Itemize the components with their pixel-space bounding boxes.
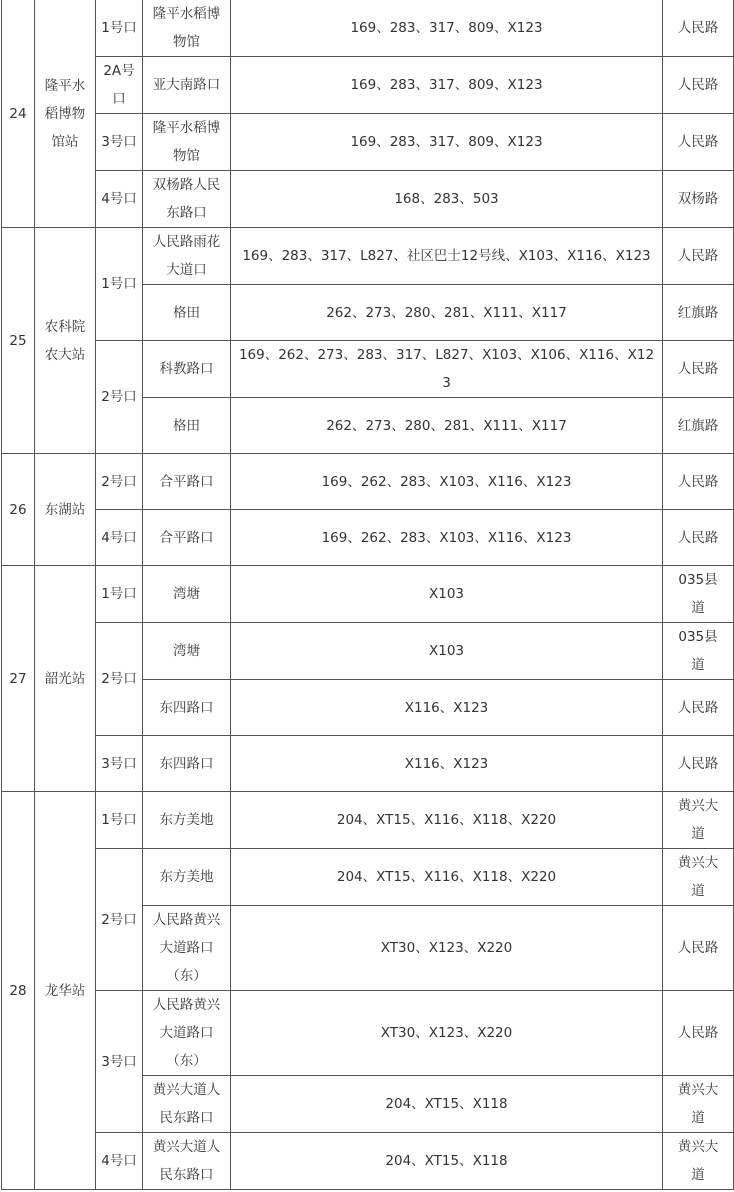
bus-routes: 204、XT15、X116、X118、X220 (231, 849, 663, 906)
bus-stop-name: 东方美地 (143, 849, 231, 906)
bus-routes: 169、262、283、X103、X116、X123 (231, 510, 663, 566)
bus-stop-name: 湾塘 (143, 623, 231, 680)
bus-routes: XT30、X123、X220 (231, 906, 663, 991)
table-row (2, 849, 734, 906)
table-row (2, 736, 734, 792)
bus-stop-name: 双杨路人民东路口 (143, 171, 231, 228)
bus-stop-name: 人民路黄兴大道路口（东） (143, 906, 231, 991)
road-name: 黄兴大道 (663, 849, 734, 906)
road-name: 035县道 (663, 623, 734, 680)
station-name: 农科院农大站 (35, 228, 96, 454)
exit-label: 2号口 (96, 341, 143, 454)
bus-stop-name: 隆平水稻博物馆 (143, 114, 231, 171)
bus-stop-name: 东四路口 (143, 680, 231, 736)
road-name: 人民路 (663, 736, 734, 792)
road-name: 人民路 (663, 906, 734, 991)
station-number: 27 (2, 566, 35, 792)
road-name: 人民路 (663, 114, 734, 171)
bus-stop-name: 黄兴大道人民东路口 (143, 1133, 231, 1190)
table-row (2, 792, 734, 849)
exit-label: 2号口 (96, 623, 143, 736)
road-name: 人民路 (663, 510, 734, 566)
bus-routes: 169、283、317、809、X123 (231, 114, 663, 171)
exit-label: 3号口 (96, 736, 143, 792)
bus-routes: 169、262、273、283、317、L827、X103、X106、X116、X123 (231, 341, 663, 398)
station-name: 龙华站 (35, 792, 96, 1190)
road-name: 人民路 (663, 680, 734, 736)
table-row (2, 228, 734, 285)
bus-transfer-table (1, 0, 734, 1190)
table-row (2, 566, 734, 623)
bus-routes: 262、273、280、281、X111、X117 (231, 398, 663, 454)
exit-label: 3号口 (96, 991, 143, 1133)
road-name: 人民路 (663, 454, 734, 510)
bus-stop-name: 湾塘 (143, 566, 231, 623)
bus-routes: 168、283、503 (231, 171, 663, 228)
bus-routes: 262、273、280、281、X111、X117 (231, 285, 663, 341)
bus-stop-name: 人民路雨花大道口 (143, 228, 231, 285)
road-name: 双杨路 (663, 171, 734, 228)
exit-label: 4号口 (96, 1133, 143, 1190)
bus-routes: 204、XT15、X118 (231, 1133, 663, 1190)
station-name: 东湖站 (35, 454, 96, 566)
bus-stop-name: 隆平水稻博物馆 (143, 0, 231, 57)
road-name: 黄兴大道 (663, 1076, 734, 1133)
road-name: 人民路 (663, 991, 734, 1076)
bus-routes: X103 (231, 566, 663, 623)
exit-label: 4号口 (96, 510, 143, 566)
exit-label: 2号口 (96, 454, 143, 510)
station-name: 隆平水稻博物馆站 (35, 0, 96, 228)
station-number: 26 (2, 454, 35, 566)
exit-label: 4号口 (96, 171, 143, 228)
bus-routes: 204、XT15、X116、X118、X220 (231, 792, 663, 849)
road-name: 红旗路 (663, 398, 734, 454)
bus-stop-name: 东四路口 (143, 736, 231, 792)
bus-routes: X116、X123 (231, 736, 663, 792)
bus-stop-name: 东方美地 (143, 792, 231, 849)
station-number: 25 (2, 228, 35, 454)
bus-routes: 169、283、317、809、X123 (231, 57, 663, 114)
table-row (2, 510, 734, 566)
exit-label: 3号口 (96, 114, 143, 171)
table-row (2, 991, 734, 1076)
bus-stop-name: 亚大南路口 (143, 57, 231, 114)
table-row (2, 114, 734, 171)
table-row (2, 1133, 734, 1190)
bus-routes: X103 (231, 623, 663, 680)
bus-stop-name: 人民路黄兴大道路口（东） (143, 991, 231, 1076)
bus-routes: 204、XT15、X118 (231, 1076, 663, 1133)
road-name: 黄兴大道 (663, 1133, 734, 1190)
station-number: 28 (2, 792, 35, 1190)
bus-stop-name: 合平路口 (143, 510, 231, 566)
station-name: 韶光站 (35, 566, 96, 792)
bus-stop-name: 科教路口 (143, 341, 231, 398)
table-row (2, 171, 734, 228)
road-name: 人民路 (663, 57, 734, 114)
road-name: 035县道 (663, 566, 734, 623)
bus-stop-name: 格田 (143, 285, 231, 341)
table-row (2, 454, 734, 510)
bus-stop-name: 黄兴大道人民东路口 (143, 1076, 231, 1133)
table-row (2, 623, 734, 680)
road-name: 红旗路 (663, 285, 734, 341)
bus-routes: X116、X123 (231, 680, 663, 736)
exit-label: 1号口 (96, 0, 143, 57)
exit-label: 1号口 (96, 792, 143, 849)
bus-routes: 169、283、317、L827、社区巴士12号线、X103、X116、X123 (231, 228, 663, 285)
exit-label: 2号口 (96, 849, 143, 991)
road-name: 人民路 (663, 341, 734, 398)
bus-stop-name: 合平路口 (143, 454, 231, 510)
bus-routes: 169、283、317、809、X123 (231, 0, 663, 57)
table-row (2, 0, 734, 57)
road-name: 人民路 (663, 228, 734, 285)
road-name: 黄兴大道 (663, 792, 734, 849)
station-number: 24 (2, 0, 35, 228)
road-name: 人民路 (663, 0, 734, 57)
table-row (2, 57, 734, 114)
exit-label: 1号口 (96, 566, 143, 623)
table-row (2, 341, 734, 398)
bus-routes: XT30、X123、X220 (231, 991, 663, 1076)
exit-label: 1号口 (96, 228, 143, 341)
bus-stop-name: 格田 (143, 398, 231, 454)
exit-label: 2A号口 (96, 57, 143, 114)
bus-routes: 169、262、283、X103、X116、X123 (231, 454, 663, 510)
